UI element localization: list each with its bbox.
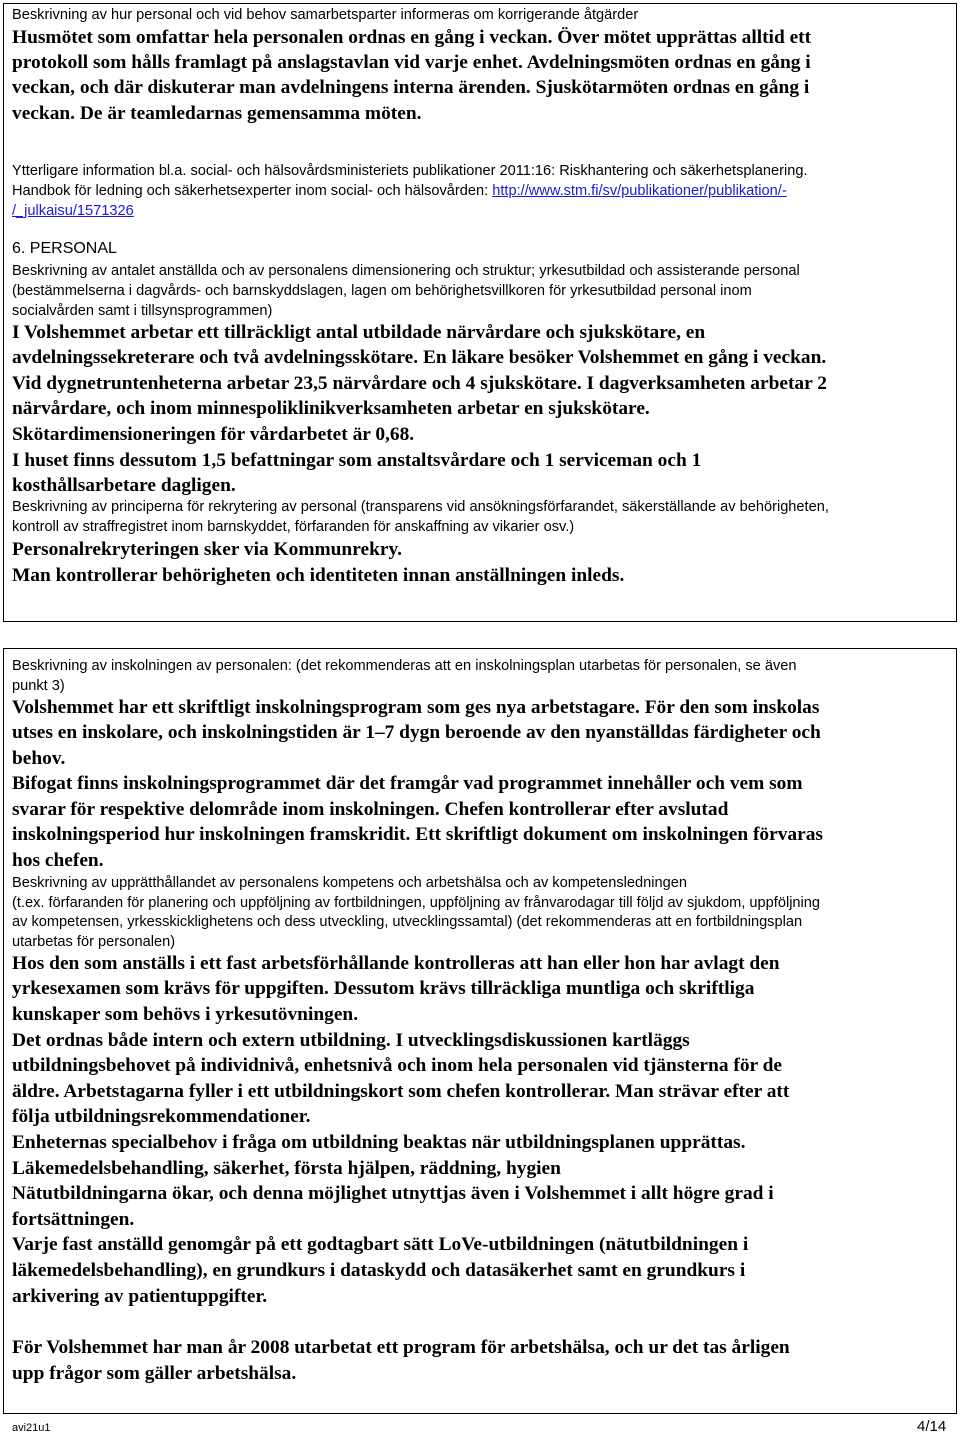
text-line: socialvården samt i tillsynsprogrammen) [12, 303, 273, 319]
text-line: Man kontrollerar behörigheten och identiteten innan anställningen inleds. [12, 565, 625, 586]
text-line: Det ordnas både intern och extern utbildning. I utvecklingsdiskussionen kartläggs [12, 1030, 690, 1051]
text-line: läkemedelsbehandling), en grundkurs i dataskydd och datasäkerhet samt en grundkurs i [12, 1260, 746, 1281]
text-line: Bifogat finns inskolningsprogrammet där det framgår vad programmet innehåller och vem som [12, 773, 803, 794]
text-line: följa utbildningsrekommendationer. [12, 1106, 311, 1127]
text-line: protokoll som hålls framlagt på anslagstavlan vid varje enhet. Avdelningsmöten ordnas en gång i [12, 52, 811, 73]
text-line: Skötardimensioneringen för vårdarbetet är 0,68. [12, 424, 415, 445]
text-line: veckan, och där diskuterar man avdelningens interna ärenden. Sjuskötarmöten ordnas en gång i [12, 77, 810, 98]
handbook-text: Handbok för ledning och säkerhetsexperter inom social- och hälsovården: [12, 183, 493, 199]
text-line: inskolningsperiod hur inskolningen framskridit. Ett skriftligt dokument om inskolningen förvaras [12, 824, 823, 845]
text-line: Beskrivning av principerna för rekrytering av personal (transparens vid ansökningsförfarandet, säkerställande av behörigheten, [12, 499, 829, 515]
text-line: utbildningsbehovet på individnivå, enhetsnivå och inom hela personalen vid tjänsterna för de [12, 1055, 783, 1076]
text-line: Husmötet som omfattar hela personalen ordnas en gång i veckan. Över mötet upprättas alltid ett [12, 27, 812, 48]
text-line: utarbetas för personalen) [12, 934, 176, 950]
text-line: yrkesexamen som krävs för uppgiften. Dessutom krävs tillräckliga muntliga och skriftliga [12, 978, 755, 999]
text-line: hos chefen. [12, 850, 104, 871]
text-line: svarar för respektive delområde inom inskolningen. Chefen kontrollerar efter avslutad [12, 799, 729, 820]
text-line: utses en inskolare, och inskolningstiden är 1–7 dygn beroende av den nyanställdas färdigheter och [12, 722, 821, 743]
text-line: behov. [12, 748, 66, 769]
text-line: Beskrivning av antalet anställda och av personalens dimensionering och struktur; yrkesutbildad och assisterande personal [12, 263, 800, 279]
text-line: Beskrivning av inskolningen av personalen: (det rekommenderas att en inskolningsplan utarbetas för personalen, se även [12, 658, 797, 674]
text-line: I Volshemmet arbetar ett tillräckligt antal utbildade närvårdare och sjukskötare, en [12, 322, 706, 343]
text-line: veckan. De är teamledarnas gemensamma möten. [12, 103, 422, 124]
section-heading: 6. PERSONAL [12, 240, 117, 257]
link-text[interactable]: /_julkaisu/1571326 [12, 203, 134, 219]
text-line: upp frågor som gäller arbetshälsa. [12, 1363, 297, 1384]
text-line: Hos den som anställs i ett fast arbetsförhållande kontrolleras att han eller hon har avlagt den [12, 953, 780, 974]
text-line: Volshemmet har ett skriftligt inskolningsprogram som ges nya arbetstagare. För den som inskolas [12, 697, 820, 718]
page-number: 4/14 [917, 1418, 947, 1435]
text-line: Vid dygnetruntenheterna arbetar 23,5 närvårdare och 4 sjukskötare. I dagverksamheten arbetar 2 [12, 373, 827, 394]
document-code: avi21u1 [12, 1422, 51, 1434]
text-line: (bestämmelserna i dagvårds- och barnskyddslagen, lagen om behörighetsvillkoren för yrkesutbildad personal inom [12, 283, 752, 299]
text-line: av kompetensen, yrkesskicklighetens och dess utveckling, utvecklingssamtal) (det rekommenderas att en fortbildningsplan [12, 914, 803, 930]
text-line: fortsättningen. [12, 1209, 135, 1230]
text-line: Beskrivning av hur personal och vid behov samarbetsparter informeras om korrigerande åtgärder [12, 7, 639, 23]
text-line: kontroll av straffregistret inom barnskyddet, förfaranden för anskaffning av vikarier osv.) [12, 519, 575, 535]
text-line: Personalrekryteringen sker via Kommunrekry. [12, 539, 402, 560]
handbook-link[interactable]: http://www.stm.fi/sv/publikationer/publikation/- [492, 183, 787, 199]
text-line: äldre. Arbetstagarna fyller i ett utbildningskort som chefen kontrollerar. Man strävar efter att [12, 1081, 790, 1102]
text-line: arkivering av patientuppgifter. [12, 1286, 268, 1307]
text-line: kosthållsarbetare dagligen. [12, 475, 236, 496]
text-line: För Volshemmet har man år 2008 utarbetat ett program för arbetshälsa, och ur det tas årligen [12, 1337, 790, 1358]
text-line: Läkemedelsbehandling, säkerhet, första hjälpen, räddning, hygien [12, 1158, 561, 1179]
text-line: kunskaper som behövs i yrkesutövningen. [12, 1004, 359, 1025]
handbook-reference [12, 183, 787, 199]
text-line: Enheternas specialbehov i fråga om utbildning beaktas när utbildningsplanen upprättas. [12, 1132, 746, 1153]
text-line: (t.ex. förfaranden för planering och uppföljning av fortbildningen, uppföljning av frånvarodagar till följd av sjukdom, uppföljning [12, 895, 821, 911]
text-line: Varje fast anställd genomgår på ett godtagbart sätt LoVe-utbildningen (nätutbildningen i [12, 1234, 749, 1255]
text-line: I huset finns dessutom 1,5 befattningar som anstaltsvårdare och 1 serviceman och 1 [12, 450, 702, 471]
text-line: Beskrivning av upprätthållandet av personalens kompetens och arbetshälsa och av kompetensledningen [12, 875, 687, 891]
text-line: Ytterligare information bl.a. social- och hälsovårdsministeriets publikationer 2011:16: Riskhantering och säkerhetsplanering. [12, 163, 808, 179]
text-line: avdelningssekreterare och två avdelningsskötare. En läkare besöker Volshemmet en gång i veckan. [12, 347, 827, 368]
text-line: närvårdare, och inom minnespoliklinikverksamheten arbetar en sjukskötare. [12, 398, 650, 419]
text-line: punkt 3) [12, 678, 65, 694]
text-line: Nätutbildningarna ökar, och denna möjlighet utnyttjas även i Volshemmet i allt högre grad i [12, 1183, 774, 1204]
